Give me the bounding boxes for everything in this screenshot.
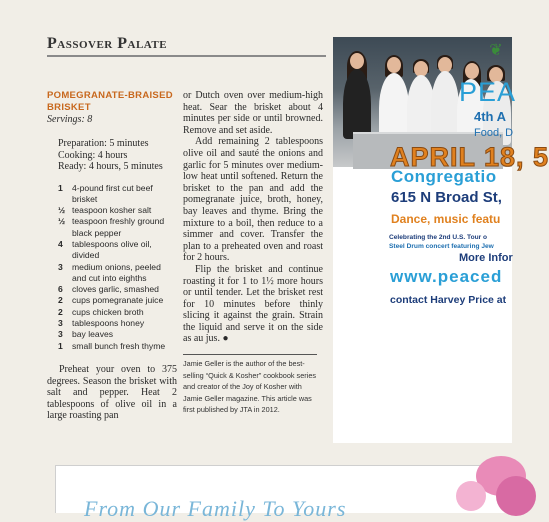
ingredient-item <box>58 216 177 239</box>
ingredient-text: teaspoon freshly ground black pepper <box>72 216 165 238</box>
ready-time: Ready: 4 hours, 5 minutes <box>58 161 163 172</box>
ingredient-qty: ½ <box>58 216 66 227</box>
ad-food-line: Food, D <box>474 127 514 139</box>
recipe-left-column <box>47 90 177 422</box>
ad-contact: contact Harvey Price at <box>390 294 507 306</box>
dove-logo-icon: ❦ <box>489 42 503 59</box>
ingredient-qty: 1 <box>58 340 63 351</box>
ingredient-item <box>58 295 177 306</box>
ingredient-qty: 6 <box>58 284 63 295</box>
ad-url: www.peaced <box>390 267 503 286</box>
bottom-advertisement <box>55 465 513 521</box>
bottom-ad-tagline: From Our Family To Yours <box>84 496 347 521</box>
ingredient-text: cloves garlic, smashed <box>72 284 159 295</box>
ingredient-list <box>47 183 177 352</box>
ad-address: 615 N Broad St, <box>391 189 502 206</box>
method-paragraph-1-cont: or Dutch oven over medium-high heat. Sear the brisket about 4 minutes per side or until browned. Remove and set aside. <box>183 90 323 136</box>
ad-title: PEA <box>459 77 517 107</box>
ingredient-item <box>58 239 177 262</box>
ingredient-item <box>58 262 177 285</box>
ingredient-qty: 2 <box>58 295 63 306</box>
ingredient-item <box>58 329 177 340</box>
ingredient-qty: 1 <box>58 182 63 193</box>
ingredient-text: tablespoons olive oil, divided <box>72 238 152 261</box>
ingredient-text: small bunch fresh thyme <box>72 340 166 351</box>
ingredient-qty: 2 <box>58 306 63 317</box>
section-title: Passover Palate <box>47 35 168 52</box>
ad-subtitle: 4th A <box>474 109 507 124</box>
ingredient-item <box>58 307 177 318</box>
method-paragraph-1: Preheat your oven to 375 degrees. Season the brisket with salt and pepper. Heat 2 tablespoons of olive oil in a large roasting pan <box>47 363 177 422</box>
method-paragraph-2: Add remaining 2 tablespoons olive oil and sauté the onions and garlic for 5 minutes over medium-low heat until softened. Return the brisket to the pan and add the pomegranate juice, broth, honey, bay leaves and thyme. Bring the mixture to a boil, then reduce to a simmer and cover. Transfer the plan to a preheated oven and roast for 2 hours. <box>183 136 323 264</box>
ingredient-qty: 3 <box>58 318 63 329</box>
flower-decoration <box>456 481 486 511</box>
recipe-servings: Servings: 8 <box>47 114 93 125</box>
event-advertisement <box>333 37 549 443</box>
prep-time: Preparation: 5 minutes <box>58 138 149 149</box>
ingredient-item <box>58 183 177 206</box>
recipe-right-column <box>183 90 323 416</box>
ingredient-qty: ½ <box>58 205 66 216</box>
recipe-times <box>47 138 177 173</box>
ingredient-text: bay leaves <box>72 329 114 340</box>
method-text-left <box>47 364 177 422</box>
ingredient-text: tablespoons honey <box>72 318 145 329</box>
method-text-right <box>183 90 323 345</box>
ad-celebration-line-2: Steel Drum concert featuring Jew <box>389 243 494 250</box>
bio-rule <box>183 354 317 355</box>
ingredient-item <box>58 341 177 352</box>
author-bio: Jamie Geller is the author of the best-selling “Quick & Kosher” cookbook series and creator of the Joy of Kosher with Jamie Geller magazine. This article was first published by JTA in 2012. <box>183 359 317 415</box>
ad-venue: Congregatio <box>391 167 497 186</box>
ingredient-text: cups pomegranate juice <box>72 295 164 306</box>
ad-dance-line: Dance, music featu <box>391 212 501 226</box>
ingredient-qty: 4 <box>58 238 63 249</box>
method-paragraph-3: Flip the brisket and continue roasting it for 1 to 1½ more hours or until tender. Let the brisket rest for 10 minutes before thinly slicing it against the grain. Strain the liquid and serve it on the side as au jus. ● <box>183 263 323 345</box>
cook-time: Cooking: 4 hours <box>58 149 128 161</box>
ad-more-info: More Infor <box>459 252 513 264</box>
ingredient-qty: 3 <box>58 261 63 272</box>
ingredient-text: teaspoon kosher salt <box>72 205 152 216</box>
ingredient-item <box>58 318 177 329</box>
ingredient-item <box>58 284 177 295</box>
ad-celebration-line-1: Celebrating the 2nd U.S. Tour o <box>389 234 488 241</box>
ingredient-qty: 3 <box>58 329 63 340</box>
flower-decoration <box>496 476 536 516</box>
ingredient-text: medium onions, peeled and cut into eighths <box>72 261 161 283</box>
recipe-title: POMEGRANATE-BRAISED BRISKET <box>47 90 173 113</box>
section-rule <box>47 55 326 57</box>
ingredient-text: cups chicken broth <box>72 306 144 317</box>
ingredient-item <box>58 205 177 216</box>
ad-date: APRIL 18, 5 <box>390 142 549 172</box>
ingredient-text: 4-pound first cut beef brisket <box>72 182 153 204</box>
